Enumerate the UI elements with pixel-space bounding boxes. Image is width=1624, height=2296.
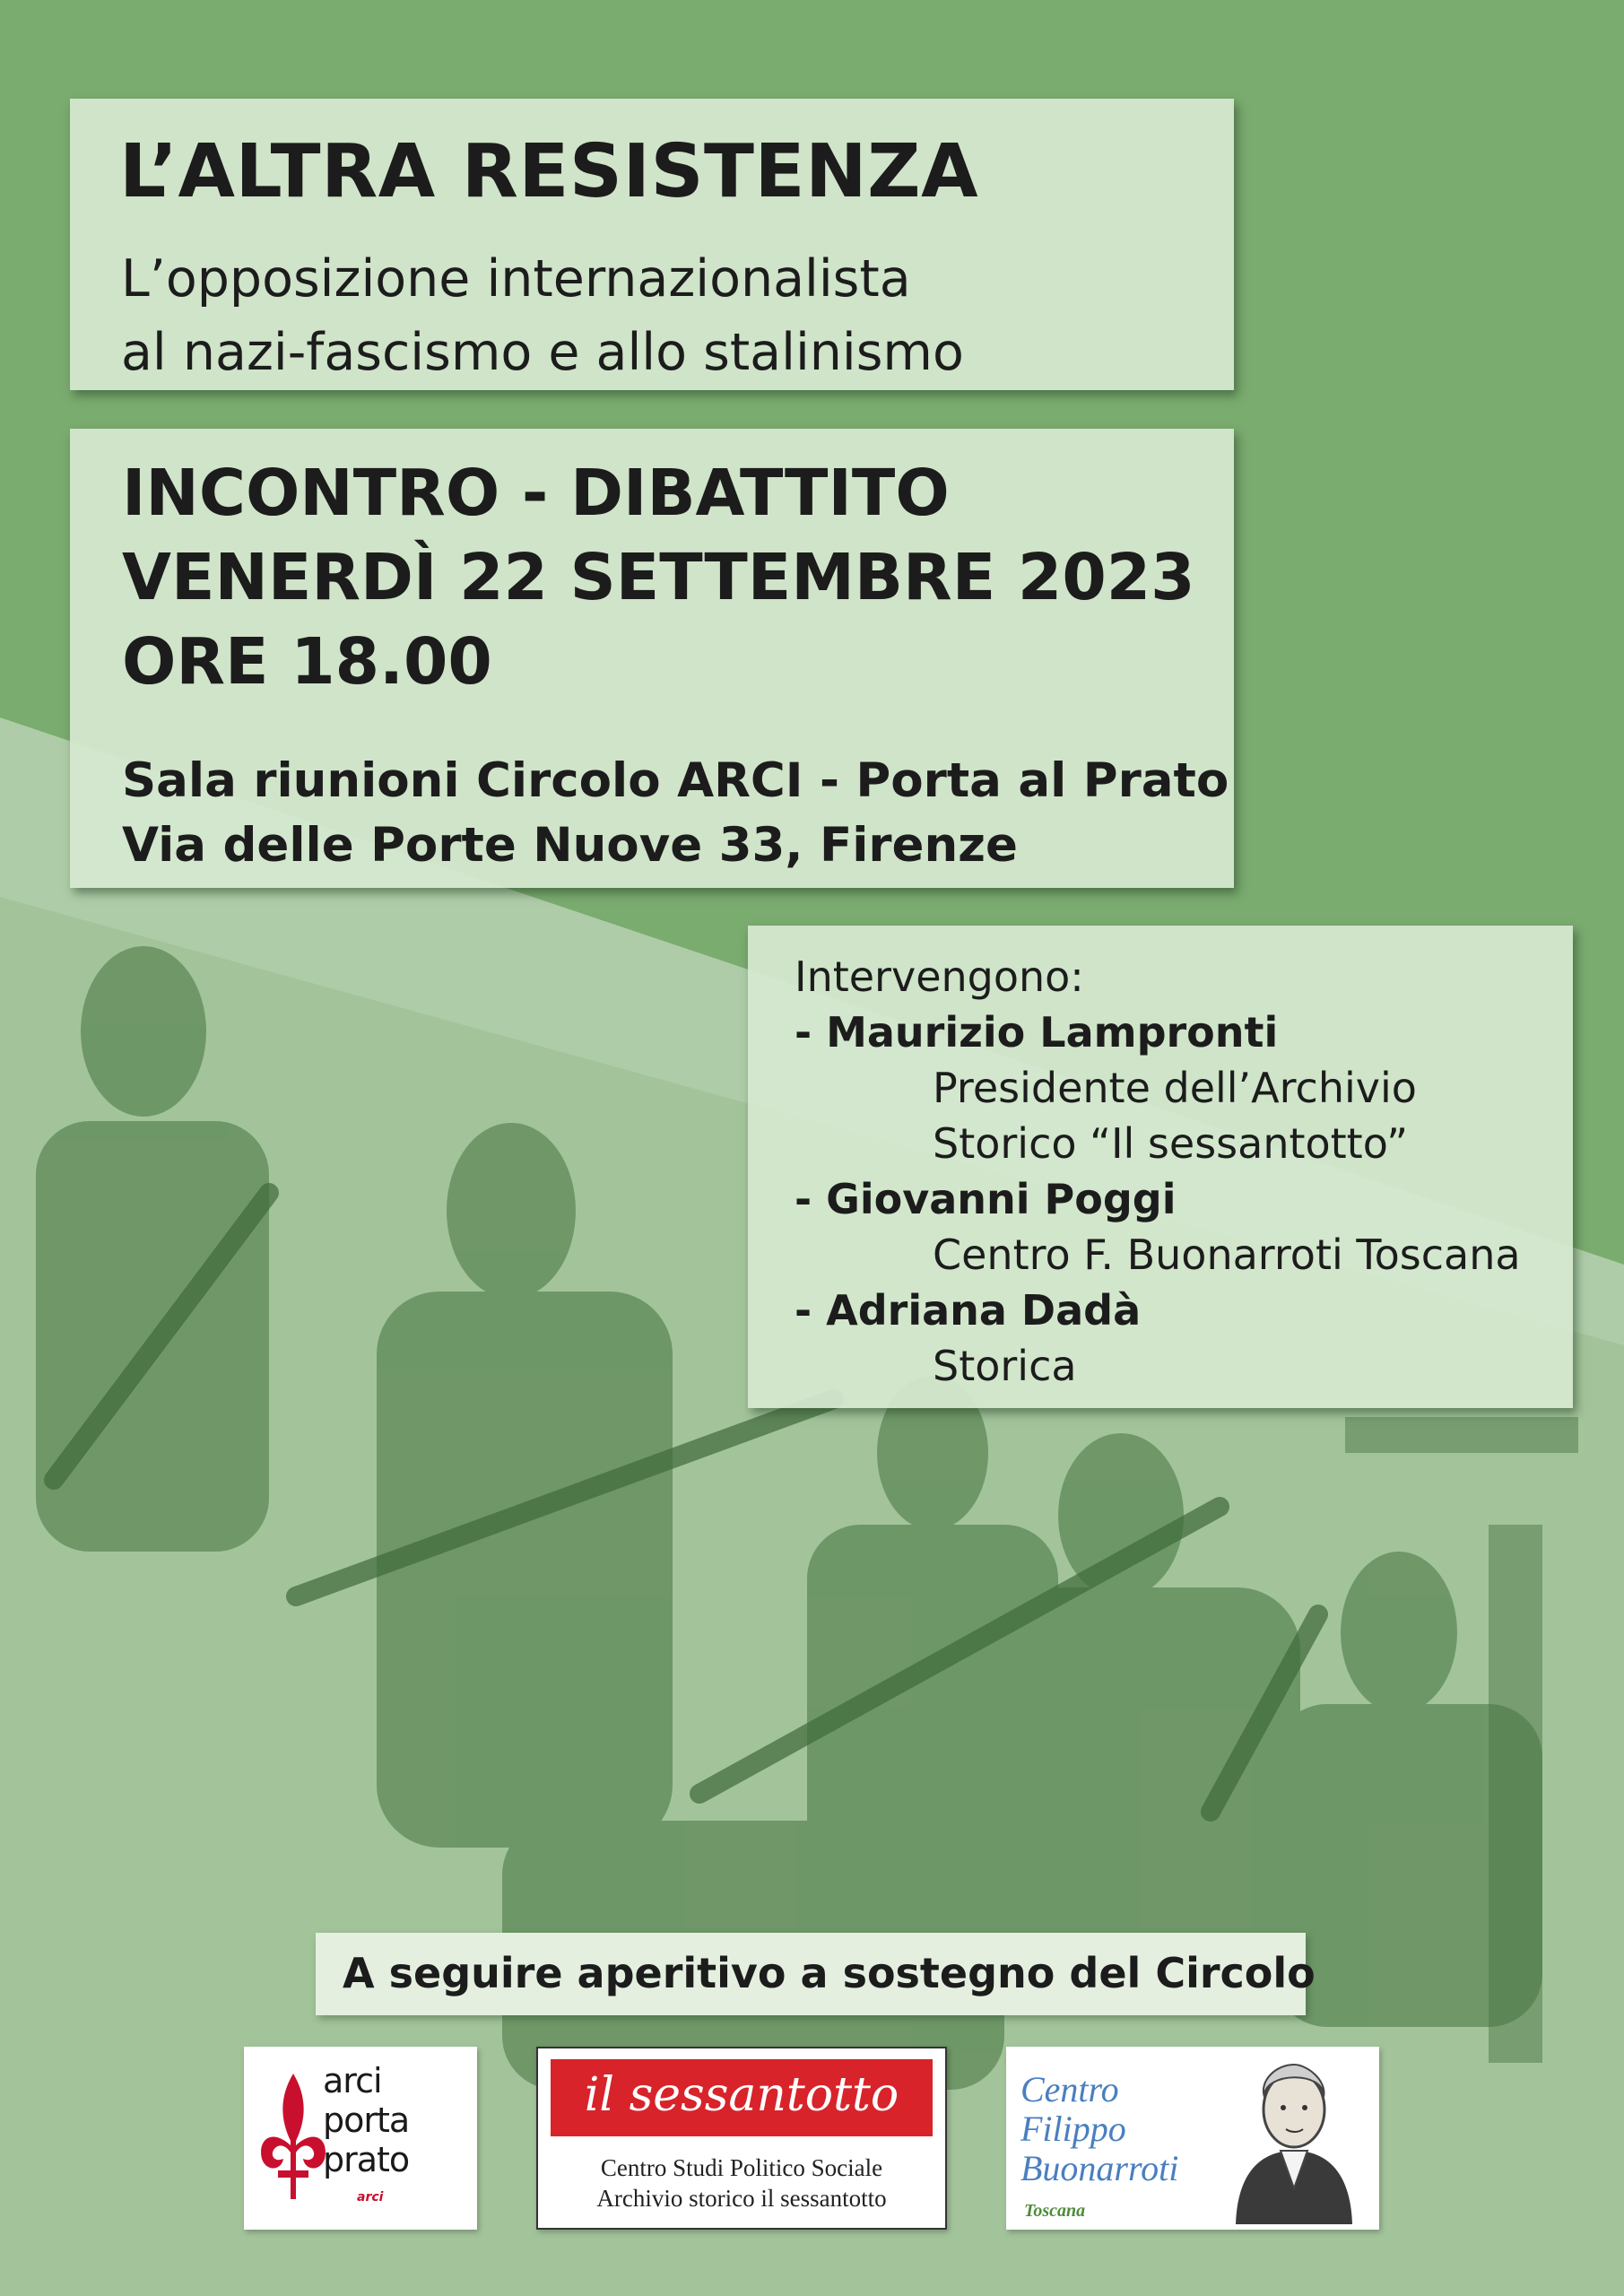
buonarroti-portrait-icon	[1218, 2054, 1370, 2224]
arci-small-mark: arci	[357, 2190, 384, 2205]
subtitle-line-1: L’opposizione internazionalista	[121, 249, 911, 309]
speaker-name: - Adriana Dadà	[795, 1286, 1142, 1335]
sessantotto-logo	[536, 2047, 947, 2230]
event-panel	[70, 429, 1234, 888]
speakers-panel	[748, 926, 1573, 1408]
event-address: Via delle Porte Nuove 33, Firenze	[122, 818, 1018, 873]
arci-logo-line: arci	[323, 2061, 382, 2100]
speaker-name: - Maurizio Lampronti	[795, 1008, 1279, 1057]
event-time: ORE 18.00	[122, 624, 492, 699]
buonarroti-toscana: Toscana	[1024, 2201, 1086, 2221]
poster-title: L’ALTRA RESISTENZA	[119, 129, 979, 214]
sessantotto-line: Centro Studi Politico Sociale	[600, 2154, 883, 2181]
aperitivo-text: A seguire aperitivo a sostegno del Circolo	[343, 1949, 1316, 1997]
event-type: INCONTRO - DIBATTITO	[122, 456, 950, 530]
subtitle-line-2: al nazi-fascismo e allo stalinismo	[121, 323, 964, 382]
buonarroti-line: Buonarroti	[1020, 2148, 1179, 2188]
buonarroti-line: Filippo	[1020, 2109, 1126, 2149]
title-panel	[70, 99, 1234, 390]
speaker-name: - Giovanni Poggi	[795, 1175, 1177, 1223]
sessantotto-line: Archivio storico il sessantotto	[596, 2185, 887, 2212]
speaker-role: Presidente dell’Archivio	[933, 1064, 1417, 1112]
centro-buonarroti-logo	[1006, 2047, 1379, 2230]
arci-porta-prato-logo	[244, 2047, 477, 2230]
speaker-role: Storica	[933, 1342, 1077, 1390]
sessantotto-banner	[551, 2059, 933, 2136]
fleur-de-lis-icon	[253, 2065, 334, 2208]
event-date: VENERDÌ 22 SETTEMBRE 2023	[122, 540, 1195, 614]
sessantotto-banner-text: il sessantotto	[584, 2068, 899, 2122]
poster-subtitle	[121, 242, 964, 389]
event-venue: Sala riunioni Circolo ARCI - Porta al Prato	[122, 753, 1229, 808]
speaker-role: Centro F. Buonarroti Toscana	[933, 1231, 1521, 1279]
arci-logo-line: prato	[323, 2140, 410, 2179]
buonarroti-line: Centro	[1020, 2069, 1119, 2109]
speaker-role: Storico “Il sessantotto”	[933, 1119, 1409, 1168]
aperitivo-banner	[316, 1933, 1316, 2015]
speakers-label: Intervengono:	[795, 952, 1084, 1001]
arci-logo-line: porta	[323, 2100, 410, 2140]
